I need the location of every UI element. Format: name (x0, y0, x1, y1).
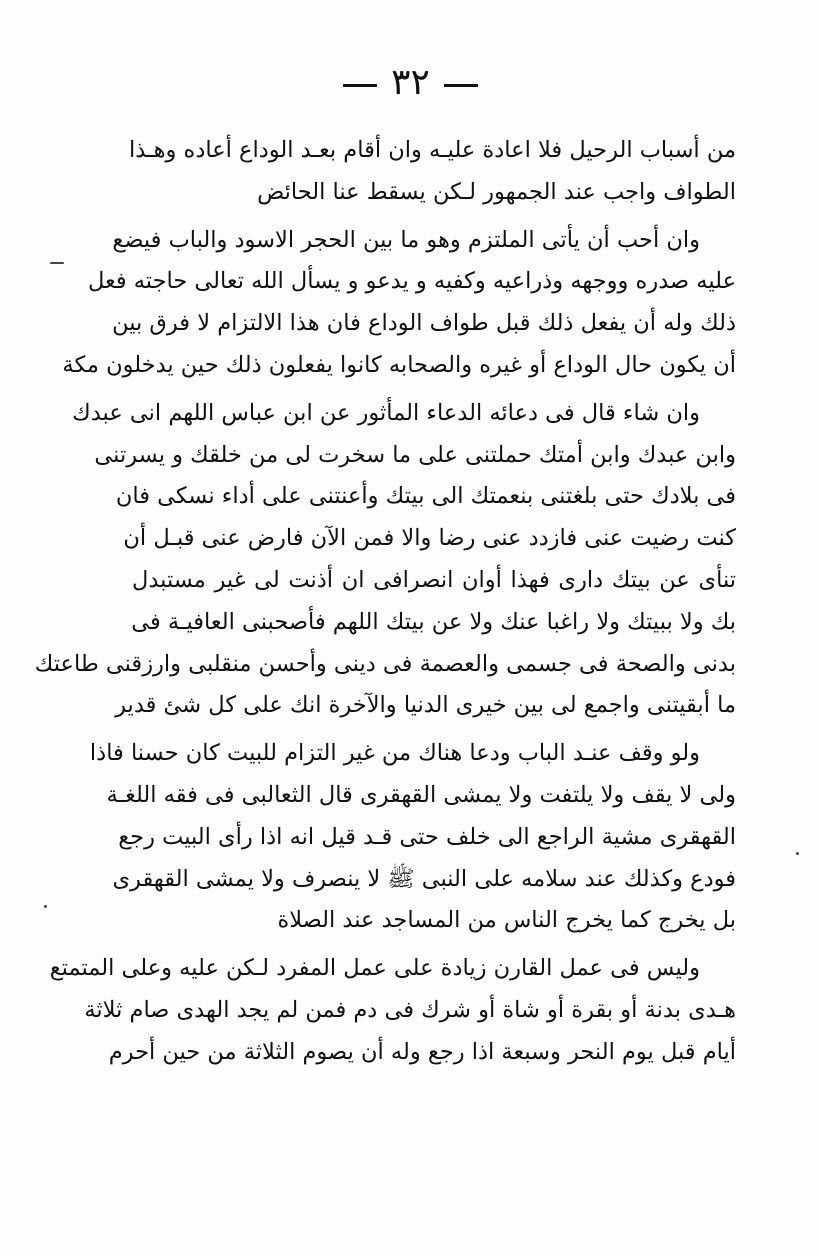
paragraph-3 (34, 393, 736, 727)
text-line: وليس فى عمل القارن زيادة على عمل المفرد لـكن عليه وعلى المتمتع (49, 955, 700, 982)
margin-mark-left (50, 262, 64, 264)
margin-speck (44, 905, 47, 908)
header-dash-right (444, 84, 478, 87)
text-line: تنأى عن بيتك دارى فهذا أوان انصرافى ان أذنت لى غير مستبدل (132, 566, 736, 593)
text-line: وان شاء قال فى دعائه الدعاء المأثور عن ابن عباس اللهم انى عبدك (72, 399, 700, 426)
text-line: من أسباب الرحيل فلا اعادة عليـه وان أقام بعـد الوداع أعاده وهـذا (129, 137, 736, 163)
paragraph-2 (62, 220, 736, 387)
text-line: بل يخرج كما يخرج الناس من المساجد عند الصلاة (277, 907, 736, 934)
paragraph-4 (89, 733, 736, 942)
page-number: ٣٢ (391, 62, 430, 103)
text-line: بك ولا ببيتك ولا راغبا عنك ولا عن بيتك اللهم فأصحبنى العافيـة فى (131, 608, 736, 635)
text-line: أيام قبل يوم النحر وسبعة اذا رجع وله أن يصوم الثلاثة من حين أحرم (108, 1038, 736, 1065)
text-line: وابن عبدك وابن أمتك حملتنى على ما سخرت لى من خلقك و يسرتنى (94, 441, 736, 468)
text-line: فودع وكذلك عند سلامه على النبى ﷺ لا ينصرف ولا يمشى القهقرى (112, 865, 736, 892)
text-line: الطواف واجب عند الجمهور لـكن يسقط عنا الحائض (257, 178, 736, 205)
text-line: بدنى والصحة فى جسمى والعصمة فى دينى وأحسن منقلبى وارزقنى طاعتك (34, 650, 736, 677)
page-body (34, 130, 736, 1074)
paragraph-5 (49, 948, 736, 1073)
text-line: كنت رضيت عنى فازدد عنى رضا والا فمن الآن فارض عنى قبـل أن (123, 525, 736, 552)
text-line: القهقرى مشية الراجع الى خلف حتى قـد قيل انه اذا رأى البيت رجع (118, 823, 736, 850)
text-line: ولى لا يقف ولا يلتفت ولا يمشى القهقرى قال الثعالبى فى فقه اللغـة (106, 781, 736, 808)
margin-speck (796, 852, 799, 855)
text-line: هـدى بدنة أو بقرة أو شاة أو شرك فى دم فمن لم يجد الهدى صام ثلاثة (84, 996, 736, 1023)
page-header (0, 62, 821, 103)
text-line: أن يكون حال الوداع أو غيره والصحابه كانوا يفعلون ذلك حين يدخلون مكة (62, 351, 736, 378)
paragraph-1 (129, 130, 736, 214)
text-line: ذلك وله أن يفعل ذلك قبل طواف الوداع فان هذا الالتزام لا فرق بين (112, 310, 736, 337)
header-dash-left (343, 84, 377, 87)
text-line: وان أحب أن يأتى الملتزم وهو ما بين الحجر الاسود والباب فيضع (112, 226, 700, 253)
text-line: فى بلادك حتى بلغتنى بنعمتك الى بيتك وأعنتنى على أداء نسكى فان (115, 483, 736, 510)
text-line: عليه صدره ووجهه وذراعيه وكفيه و يدعو و يسأل الله تعالى حاجته فعل (87, 268, 736, 295)
text-line: ولو وقف عنـد الباب ودعا هناك من غير التزام للبيت كان حسنا فاذا (89, 740, 700, 767)
text-line: ما أبقيتنى واجمع لى بين خيرى الدنيا والآخرة انك على كل شئ قدير (115, 692, 736, 719)
